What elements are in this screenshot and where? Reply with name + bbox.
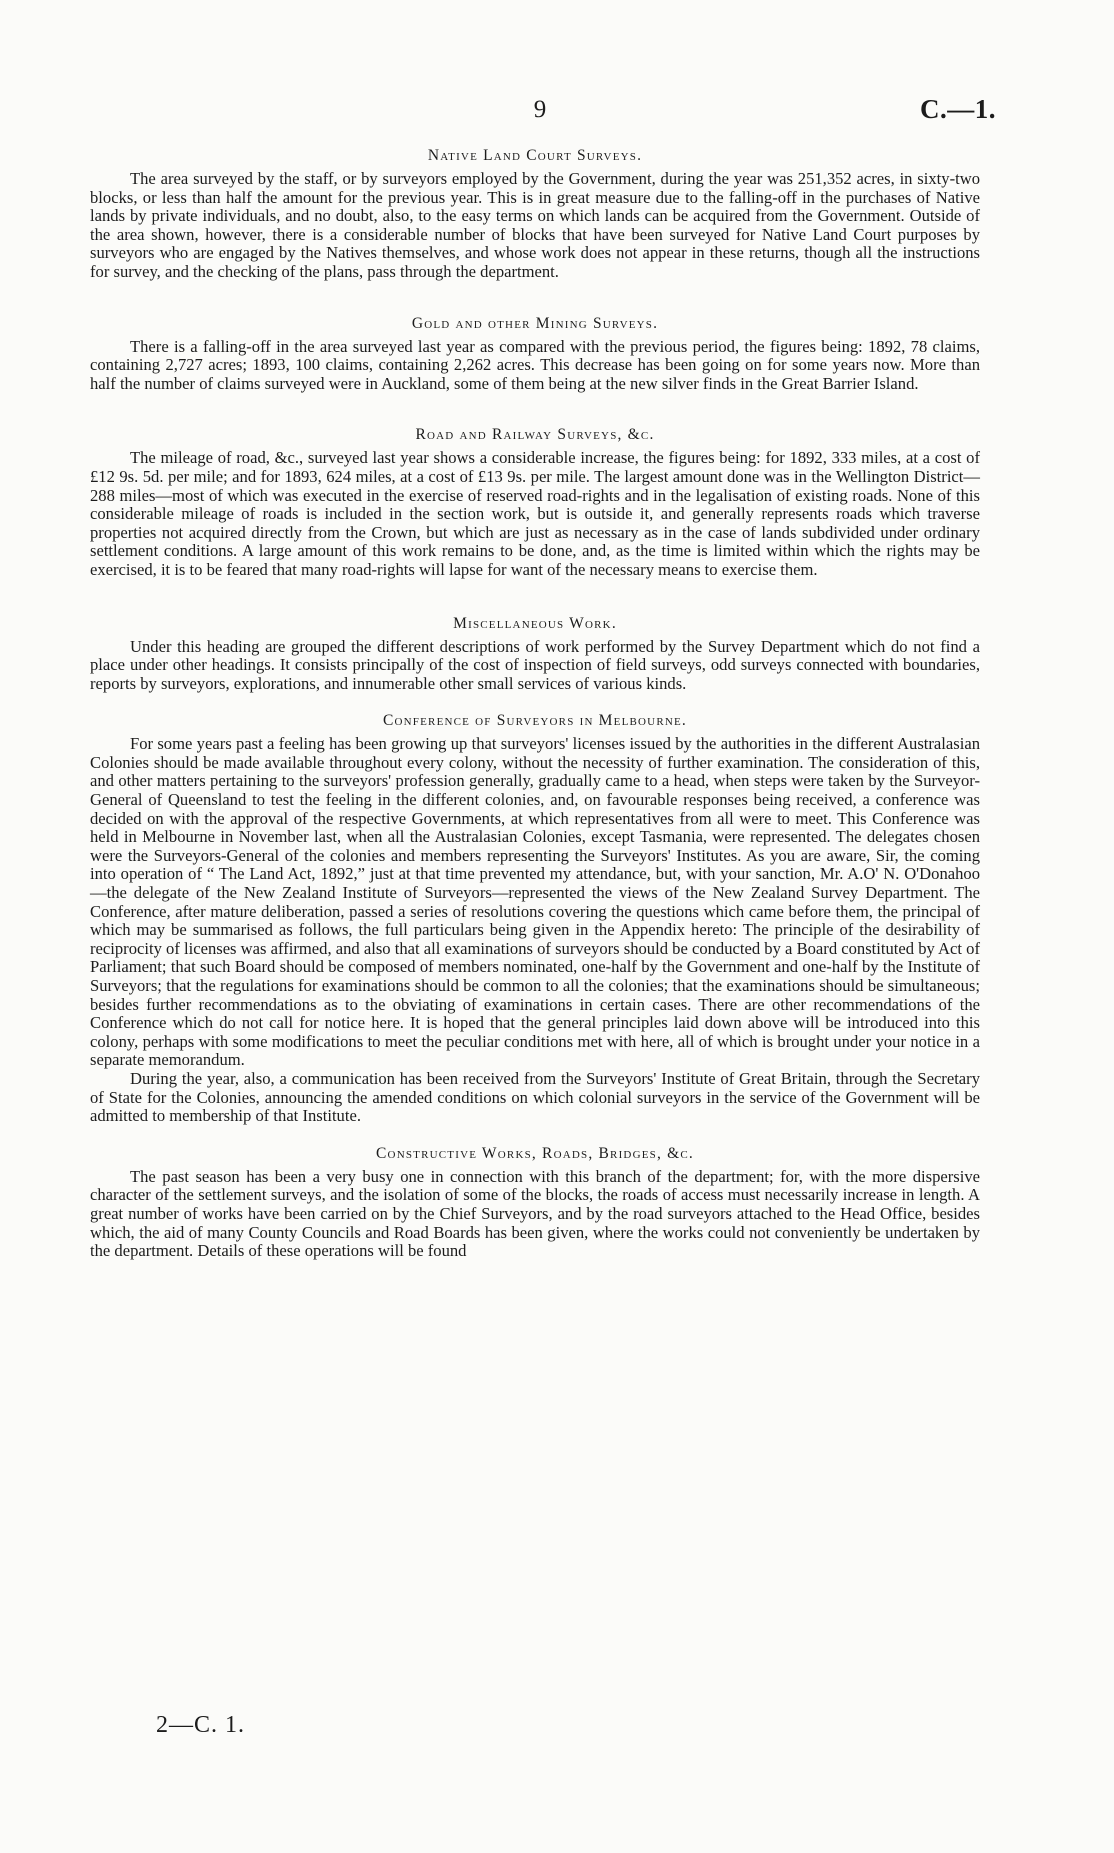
- paragraph: Under this heading are grouped the different descriptions of work performed by the Survey Department which do not find a place under other headings. It consists principally of the cost of inspection of field surveys, odd surveys connected with boundaries, reports by surveyors, explorations, and innumerable other small services of various kinds.: [90, 636, 980, 693]
- section-heading: Native Land Court Surveys.: [427, 147, 643, 164]
- paragraph: The past season has been a very busy one in connection with this branch of the department; for, with the more dispersive character of the settlement surveys, and the isolation of some of the blocks, the roads of access must necessarily increase in length. A great number of works have been carried on by the Chief Surveyors, and by the road surveyors attached to the Head Office, besides which, the aid of many County Councils and Road Boards has been given, where the works could not conveniently be undertaken by the department. Details of these operations will be found: [90, 1166, 980, 1261]
- section-heading: Miscellaneous Work.: [453, 614, 617, 632]
- signature-mark: 2—C. 1.: [156, 1712, 246, 1738]
- document-reference: C.—1.: [920, 94, 996, 124]
- paragraph: The area surveyed by the staff, or by surveyors employed by the Government, during the year was 251,352 acres, in sixty-two blocks, or less than half the amount for the previous year. This is in great measure due to the falling-off in the purchases of Native lands by private individuals, and no doubt, also, to the easy terms on which lands can be acquired from the Government. Outside of the area shown, however, there is a considerable number of blocks that have been surveyed for Native Land Court purposes by surveyors who are engaged by the Natives themselves, and whose work does not appear in these returns, though all the instructions for survey, and the checking of the plans, pass through the department.: [90, 169, 980, 281]
- paragraph: There is a falling-off in the area surveyed last year as compared with the previous period, the figures being: 1892, 78 claims, containing 2,727 acres; 1893, 100 claims, containing 2,262 acres. This decrease has been going on for some years now. More than half the number of claims surveyed were in Auckland, some of them being at the new silver finds in the Great Barrier Island.: [90, 336, 980, 393]
- section-heading: Conference of Surveyors in Melbourne.: [382, 712, 688, 730]
- section-gold-mining-surveys: [90, 314, 980, 394]
- paragraph: The mileage of road, &c., surveyed last year shows a considerable increase, the figures being: for 1892, 333 miles, at a cost of £12 9s. 5d. per mile; and for 1893, 624 miles, at a cost of £13 9s. per mile. The largest amount done was in the Wellington District—288 miles—most of which was executed in the exercise of reserved road-rights and in the legalisation of existing roads. None of this considerable mileage of roads is included in the section work, but is outside it, and generally represents roads which traverse properties not acquired directly from the Crown, but which are just as necessary as in the case of lands subdivided under ordinary settlement conditions. A large amount of this work remains to be done, and, as the time is limited within which the rights may be exercised, it is to be feared that many road-rights will lapse for want of the necessary means to exercise them.: [90, 448, 980, 579]
- paragraph: For some years past a feeling has been growing up that surveyors' licenses issued by the authorities in the different Australasian Colonies should be made available throughout every colony, without the necessity of further examination. The consideration of this, and other matters pertaining to the surveyors' profession generally, gradually came to a head, when steps were taken by the Surveyor-General of Queensland to test the feeling in the different colonies, and, on favourable responses being received, a conference was decided on with the approval of the respective Governments, at which representatives from all were to meet. This Conference was held in Melbourne in November last, when all the Australasian Colonies, except Tasmania, were represented. The delegates chosen were the Surveyors-General of the colonies and members representing the Surveyors' Institutes. As you are aware, Sir, the coming into operation of “ The Land Act, 1892,” just at that time prevented my attendance, but, with your sanction, Mr. A.O' N. O'Donahoo—the delegate of the New Zealand Institute of Surveyors—represented the views of the New Zealand Survey Department. The Conference, after mature deliberation, passed a series of resolutions covering the questions which came before them, the principal of which may be summarised as follows, the full particulars being given in the Appendix hereto: The principle of the desirability of reciprocity of licenses was affirmed, and also that all examinations of surveyors should be conducted by a Board constituted by Act of Parliament; that such Board should be composed of members nominated, one-half by the Government and one-half by the Institute of Surveyors; that the regulations for examinations should be common to all the colonies; that the examinations should be simultaneous; besides further recommendations as to the obviating of examinations in certain cases. There are other recommendations of the Conference which do not call for notice here. It is hoped that the general principles laid down above will be introduced into this colony, perhaps with some modifications to meet the peculiar conditions met with here, all of which is brought under your notice in a separate memorandum.: [90, 734, 980, 1070]
- body-text: [90, 140, 980, 1261]
- section-native-land-court-surveys: [90, 146, 980, 282]
- page-number: 9: [533, 96, 547, 123]
- section-road-railway-surveys: [90, 425, 980, 579]
- paragraph: During the year, also, a communication has been received from the Surveyors' Institute of Great Britain, through the Secretary of State for the Colonies, announcing the amended conditions on which colonial surveyors in the service of the Government will be admitted to membership of that Institute.: [90, 1068, 980, 1126]
- section-heading: Constructive Works, Roads, Bridges, &c.: [376, 1144, 694, 1162]
- section-constructive-works: [90, 1144, 980, 1261]
- section-heading: Gold and other Mining Surveys.: [411, 314, 659, 332]
- section-heading: Road and Railway Surveys, &c.: [415, 426, 655, 444]
- section-miscellaneous-work: [90, 614, 980, 694]
- section-conference-of-surveyors: [90, 711, 980, 1125]
